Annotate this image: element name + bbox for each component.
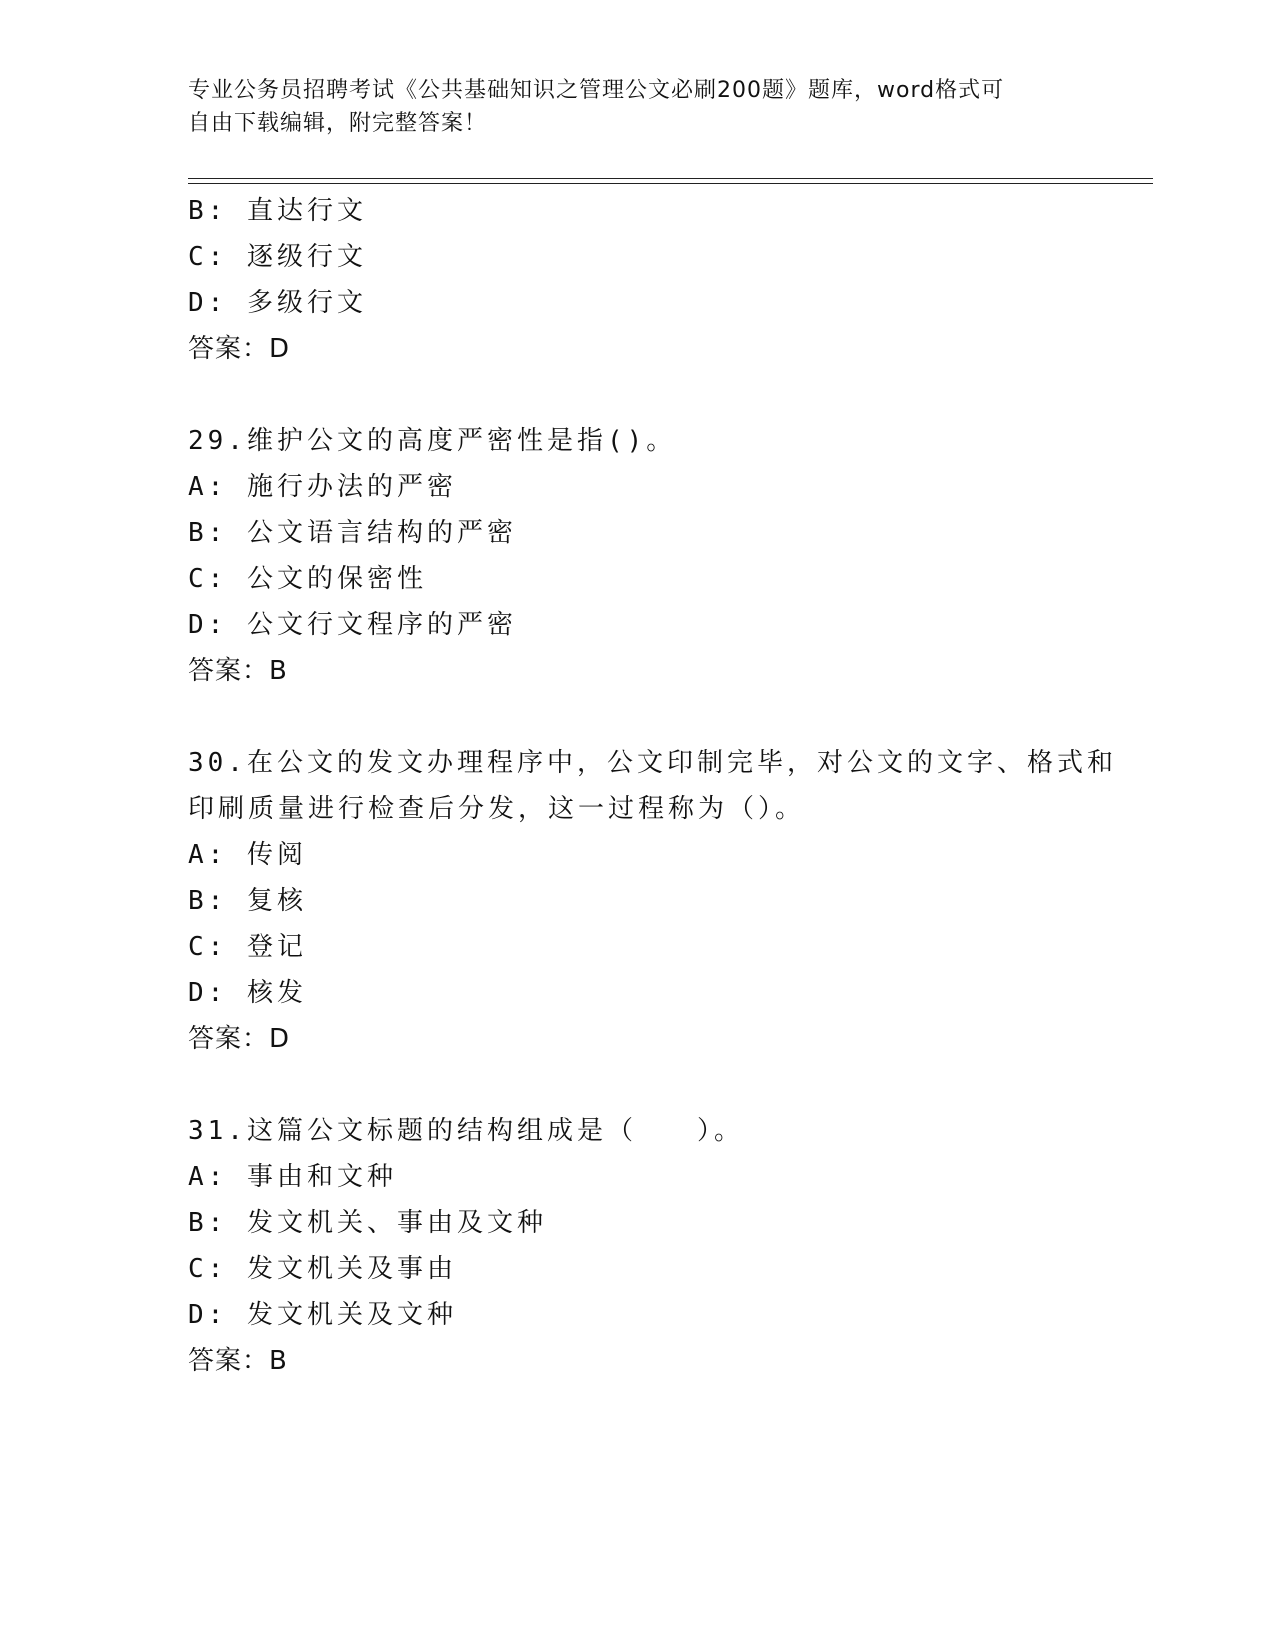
header-line-1: 专业公务员招聘考试《公共基础知识之管理公文必刷200题》题库，word格式可: [188, 78, 1005, 103]
question-29: [188, 418, 1148, 694]
spacer: [188, 694, 1148, 740]
question-31: [188, 1108, 1148, 1384]
option-d: D: 多级行文: [188, 288, 367, 318]
question-stem-line-1: 30.在公文的发文办理程序中，公文印制完毕，对公文的文字、格式和: [188, 748, 1117, 778]
question-list: [188, 188, 1148, 1384]
option-c: C: 逐级行文: [188, 242, 367, 272]
question-stem: 29.维护公文的高度严密性是指()。: [188, 426, 677, 456]
option-b: B: 公文语言结构的严密: [188, 518, 517, 548]
header-rule-bottom: [188, 183, 1153, 184]
answer: 答案：B: [188, 656, 288, 686]
question-28-tail: [188, 188, 1148, 372]
answer: 答案：D: [188, 1024, 291, 1054]
option-d: D: 公文行文程序的严密: [188, 610, 517, 640]
question-stem-line-2: 印刷质量进行检查后分发，这一过程称为（）。: [188, 794, 806, 824]
answer: 答案：B: [188, 1346, 288, 1376]
option-b: B: 直达行文: [188, 196, 367, 226]
option-c: C: 发文机关及事由: [188, 1254, 457, 1284]
spacer: [188, 372, 1148, 418]
document-header: [188, 74, 1068, 140]
option-c: C: 公文的保密性: [188, 564, 427, 594]
question-30: [188, 740, 1148, 1062]
header-line-2: 自由下载编辑，附完整答案！: [188, 111, 488, 136]
option-a: A: 事由和文种: [188, 1162, 397, 1192]
header-rule-top: [188, 178, 1153, 179]
option-d: D: 核发: [188, 978, 307, 1008]
spacer: [188, 1062, 1148, 1108]
option-b: B: 发文机关、事由及文种: [188, 1208, 547, 1238]
question-stem: 31.这篇公文标题的结构组成是（ ）。: [188, 1116, 744, 1146]
option-a: A: 传阅: [188, 840, 307, 870]
option-d: D: 发文机关及文种: [188, 1300, 457, 1330]
option-b: B: 复核: [188, 886, 307, 916]
answer: 答案：D: [188, 334, 291, 364]
option-c: C: 登记: [188, 932, 307, 962]
option-a: A: 施行办法的严密: [188, 472, 457, 502]
